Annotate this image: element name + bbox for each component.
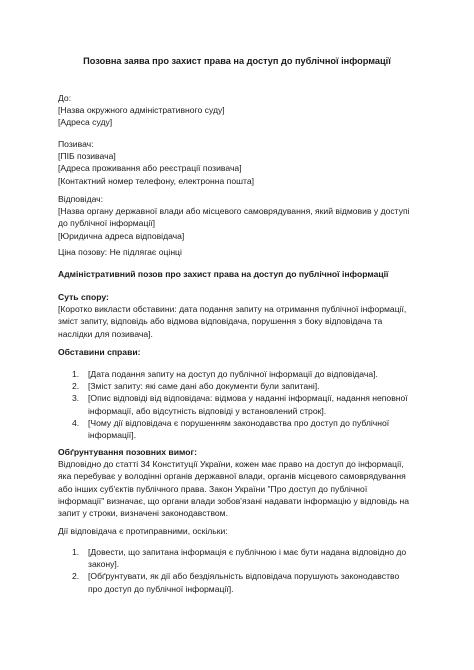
to-section bbox=[58, 92, 418, 129]
essence-line: наслідки для позивача]. bbox=[58, 328, 153, 339]
list-number: 3. bbox=[72, 393, 80, 404]
defendant-address: [Юридична адреса відповідача] bbox=[58, 230, 185, 241]
list-item: 4. [Чому дії відповідача є порушенням законодавства про доступ до публічної інформації]. bbox=[72, 417, 390, 441]
circumstances-list bbox=[58, 368, 418, 441]
grounds-line: або інших суб'єктів публічного права. Закон України "Про доступ до публічної bbox=[58, 483, 368, 494]
list-item: 2. [Обґрунтувати, як дії або бездіяльність відповідача порушують законодавство про доступ до публічної інформації]. bbox=[72, 571, 400, 594]
grounds-line: інформації" визначає, що органи влади зобов'язані надавати інформацію у відповідь на bbox=[58, 495, 409, 506]
defendant-name-line2: до публічної інформації] bbox=[58, 218, 156, 229]
unlawful-intro: Дії відповідача є протиправними, оскільки: bbox=[58, 526, 228, 536]
list-number: 2. bbox=[72, 571, 80, 582]
list-item: 1. [Дата подання запиту на доступ до публічної інформації до відповідача]. bbox=[72, 369, 378, 379]
grounds-line: Відповідно до статті 34 Конституції України, кожен має право на доступ до інформації, bbox=[58, 459, 404, 470]
plaintiff-section bbox=[58, 138, 418, 187]
court-name: [Назва окружного адміністративного суду] bbox=[58, 105, 225, 116]
essence-line: [Коротко викласти обставини: дата подання запиту на отримання публічної інформації, bbox=[58, 304, 407, 315]
circumstances-heading: Обставини справи: bbox=[58, 347, 141, 357]
list-item: 3. [Опис відповіді від відповідача: відмова у наданні інформації, надання неповної інформації, або відсутність відповіді у встановлений строк]. bbox=[72, 393, 408, 416]
essence-section bbox=[58, 291, 418, 340]
plaintiff-name: [ПІБ позивача] bbox=[58, 151, 116, 162]
defendant-section bbox=[58, 193, 418, 242]
plaintiff-address: [Адреса проживання або реєстрації позивача] bbox=[58, 163, 242, 174]
grounds-line: яка перебуває у володінні органів державної влади, органів місцевого самоврядування bbox=[58, 471, 406, 482]
list-number: 2. bbox=[72, 381, 80, 392]
claim-price: Ціна позову: Не підлягає оцінці bbox=[58, 247, 182, 257]
to-label: До: bbox=[58, 93, 72, 103]
list-number: 1. bbox=[72, 547, 80, 557]
list-number: 4. bbox=[72, 417, 80, 428]
grounds-line: запит у строки, визначені законодавством. bbox=[58, 508, 228, 519]
plaintiff-label: Позивач: bbox=[58, 139, 94, 149]
claim-heading: Адміністративний позов про захист права на доступ до публічної інформації bbox=[58, 269, 389, 279]
grounds-section bbox=[58, 446, 418, 519]
list-item: 1. [Довести, що запитана інформація є публічною і має бути надана відповідно до закону]. bbox=[72, 547, 407, 570]
list-item: 2. [Зміст запиту: які саме дані або документи були запитані]. bbox=[72, 381, 320, 392]
essence-heading: Суть спору: bbox=[58, 292, 109, 302]
document-title: Позовна заява про захист права на доступ до публічної інформації bbox=[83, 56, 391, 66]
list-number: 1. bbox=[72, 369, 80, 379]
essence-line: зміст запиту, відповідь або відмова відповідача, порушення з боку відповідача та bbox=[58, 316, 383, 327]
defendant-name-line1: [Назва органу державної влади або місцевого самоврядування, який відмовив у доступі bbox=[58, 206, 410, 217]
grounds-heading: Обґрунтування позовних вимог: bbox=[58, 447, 197, 457]
defendant-label: Відповідач: bbox=[58, 194, 104, 204]
plaintiff-contacts: [Контактний номер телефону, електронна пошта] bbox=[58, 175, 255, 186]
unlawful-list bbox=[58, 546, 418, 595]
court-address: [Адреса суду] bbox=[58, 117, 113, 128]
